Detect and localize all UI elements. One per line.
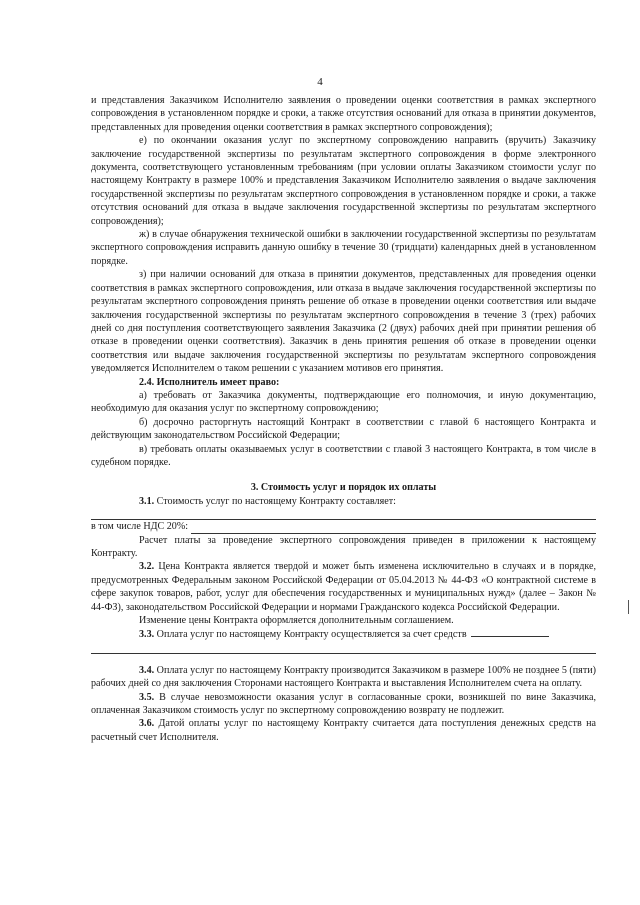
paragraph: Расчет платы за проведение экспертного сопровождения приведен в приложении к настоящему Контракту. (91, 534, 596, 559)
document-body (91, 94, 596, 744)
clause-number: 3.4. (139, 664, 155, 676)
clause-number: 3.3. (139, 629, 155, 641)
paragraph: Изменение цены Контракта оформляется дополнительным соглашением. (139, 615, 454, 627)
paragraph: а) требовать от Заказчика документы, подтверждающие его полномочия, и иную документацию, необходимую для оказания услуг по экспертному сопровождению; (91, 389, 596, 415)
clause-3-4 (91, 664, 596, 691)
clause-number: 3.1. (139, 495, 155, 507)
blank-line (191, 523, 596, 534)
clause-number: 3.5. (139, 691, 155, 703)
clause-text: Цена Контракта является твердой и может быть изменена исключительно в случаях и в порядке, предусмотренных Федеральным законом Российской Федерации от 05.04.2013 № 44-ФЗ «О контрактной системе в сфере закупок товаров, работ, услуг для обеспечения государственных и муниципальных нужд» (далее – Закон № 44-ФЗ), законодательством Российской Федерации и нормами Гражданского кодекса Российской Федерации. (91, 561, 596, 613)
clause-text: Оплата услуг по настоящему Контракту осуществляется за счет средств (154, 629, 467, 641)
clause-text: В случае невозможности оказания услуг в согласованные сроки, возникшей по вине Заказчика, оплаченная Заказчиком стоимость услуг по экспертному сопровождению возврату не подлежит. (91, 691, 596, 717)
clause-3-3 (91, 627, 596, 641)
page-number: 4 (317, 76, 323, 88)
paragraph: и представления Заказчиком Исполнителю заявления о проведении оценки соответствия в рамках экспертного сопровождения в установленном порядке и сроки, а также отсутствия оснований для отказа в принятии документов, представленных для проведения оценки соответствия в рамках экспертного сопровождения); (91, 95, 596, 133)
vat-label: в том числе НДС 20%: (91, 521, 189, 533)
paragraph: з) при наличии оснований для отказа в принятии документов, представленных для проведения оценки соответствия в рамках экспертного сопровождения, или отказа в выдаче заключения государственной экспертизы по результатам экспертного сопровождения принять решение об отказе в проведении оценки соответствия или выдаче заключения государственной экспертизы по результатам экспертного сопровождения в течение 3 (трех) рабочих дней со дня поступления соответствующего заявления Заказчика (2 (двух) рабочих дней при принятии решения об отказе в проведении оценки соответствия). Заказчик в день принятия решения об отказе в проведении оценки соответствия или выдаче заключения государственной экспертизы по результатам экспертного сопровождения уведомляется Исполнителем о таком решении с указанием мотивов его принятия. (91, 269, 596, 375)
paragraph: е) по окончании оказания услуг по экспертному сопровождению направить (вручить) Заказчику заключение государственной экспертизы по результатам экспертного сопровождения в форме электронного документа, соответствующего установленным требованиям (при условии оплаты Заказчиком стоимости услуг по настоящему Контракту в размере 100% и представления Заказчиком Исполнителю заявления о выдаче заключения государственной экспертизы по результатам экспертного сопровождения в установленном порядке и сроки, а также отсутствия оснований для отказа в выдаче заключения государственной экспертизы по результатам экспертного сопровождения); (91, 135, 596, 227)
section-heading: 2.4. Исполнитель имеет право: (139, 376, 280, 388)
clause-number: 3.2. (139, 561, 155, 573)
blank-line (471, 627, 549, 637)
paragraph: ж) в случае обнаружения технической ошибки в заключении государственной экспертизы по результатам экспертного сопровождения исправить данную ошибку в течение 30 (тридцати) календарных дней в установленном порядке. (91, 229, 596, 267)
blank-line (91, 642, 596, 654)
clause-text: Стоимость услуг по настоящему Контракту составляет: (154, 495, 396, 507)
section-title: 3. Стоимость услуг и порядок их оплаты (250, 482, 437, 494)
vat-line (91, 520, 596, 533)
clause-text: Датой оплаты услуг по настоящему Контракту считается дата поступления денежных средств на расчетный счет Исполнителя. (91, 718, 596, 743)
blank-line (91, 508, 596, 520)
clause-number: 3.6. (139, 718, 155, 730)
clause-3-6 (91, 717, 596, 744)
clause-3-2 (91, 560, 596, 614)
clause-text: Оплата услуг по настоящему Контракту производится Заказчиком в размере 100% не позднее 5 (пяти) рабочих дней со дня заключения Сторонами настоящего Контракта и выставления Исполнителем счета на оплату. (91, 664, 596, 690)
clause-3-5 (91, 691, 596, 718)
clause-3-1 (91, 495, 596, 508)
paragraph: в) требовать оплаты оказываемых услуг в соответствии с главой 3 настоящего Контракта, в том числе в судебном порядке. (91, 443, 596, 468)
paragraph: б) досрочно расторгнуть настоящий Контракт в соответствии с главой 6 настоящего Контракта и действующим законодательством Российской Федерации; (91, 416, 596, 442)
scan-edge-mark (628, 600, 629, 614)
